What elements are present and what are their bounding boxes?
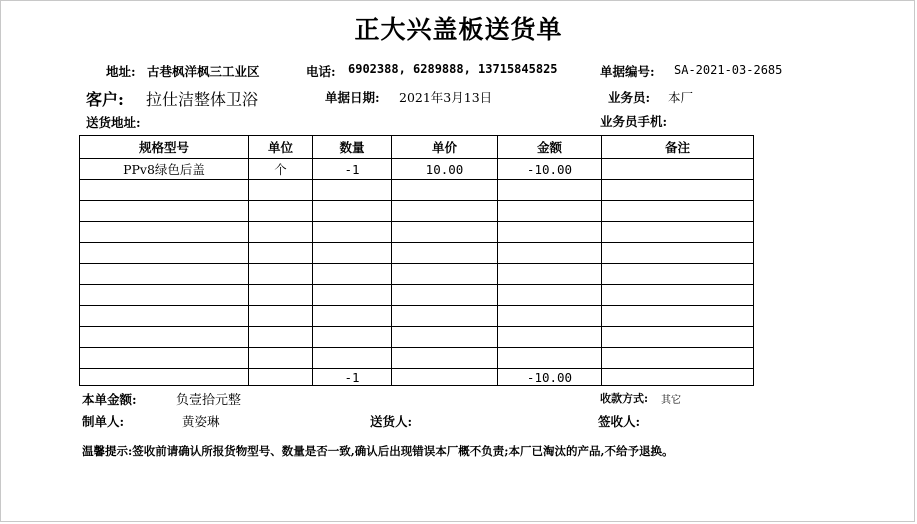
phone-label: 电话:	[306, 64, 336, 79]
table-cell	[392, 264, 498, 285]
table-cell	[602, 264, 754, 285]
table-cell	[313, 348, 392, 369]
items-table	[79, 135, 754, 386]
salesman-value: 本厂	[668, 90, 694, 105]
table-cell	[313, 243, 392, 264]
table-cell	[249, 285, 313, 306]
table-cell	[602, 159, 754, 180]
table-row	[80, 306, 754, 327]
table-row	[80, 243, 754, 264]
table-cell	[498, 327, 602, 348]
table-cell	[80, 285, 249, 306]
amount-value: 负壹拾元整	[176, 393, 242, 408]
table-cell	[249, 222, 313, 243]
table-row	[80, 180, 754, 201]
column-header: 金额	[498, 136, 602, 159]
table-row	[80, 285, 754, 306]
delivery-address-label: 送货地址:	[86, 115, 141, 130]
amount-label: 本单金额:	[82, 392, 137, 407]
column-header: 单价	[392, 136, 498, 159]
table-cell	[602, 222, 754, 243]
column-header: 规格型号	[80, 136, 249, 159]
table-cell	[249, 327, 313, 348]
address-value: 古巷枫洋枫三工业区	[147, 64, 260, 79]
notice-text: 温馨提示:签收前请确认所报货物型号、数量是否一致,确认后出现错误本厂概不负责;本厂已淘汰的产品,不给予退换。	[82, 444, 674, 458]
maker-value: 黄姿琳	[182, 414, 220, 429]
table-cell	[392, 348, 498, 369]
table-cell	[80, 348, 249, 369]
address-label: 地址:	[106, 64, 136, 79]
table-cell	[249, 201, 313, 222]
table-cell	[392, 243, 498, 264]
table-cell	[80, 222, 249, 243]
table-cell	[392, 201, 498, 222]
maker-label: 制单人:	[82, 414, 125, 429]
table-cell	[313, 306, 392, 327]
doc-no-label: 单据编号:	[600, 64, 655, 79]
total-cell: -10.00	[498, 369, 602, 386]
doc-date-label: 单据日期:	[325, 90, 380, 105]
table-cell	[80, 306, 249, 327]
total-cell	[392, 369, 498, 386]
total-cell	[602, 369, 754, 386]
payment-method-label: 收款方式:	[600, 392, 649, 405]
table-row	[80, 222, 754, 243]
column-header: 数量	[313, 136, 392, 159]
payment-method-value: 其它	[661, 395, 681, 406]
table-cell	[602, 243, 754, 264]
phone-value: 6902388, 6289888, 13715845825	[348, 62, 558, 76]
deliverer-label: 送货人:	[370, 414, 413, 429]
table-cell	[313, 327, 392, 348]
table-total-row	[80, 369, 754, 386]
table-cell	[392, 285, 498, 306]
table-cell: 10.00	[392, 159, 498, 180]
table-cell	[498, 306, 602, 327]
table-header-row	[80, 136, 754, 159]
table-cell	[602, 180, 754, 201]
table-row	[80, 264, 754, 285]
doc-date-value: 2021年3月13日	[399, 90, 493, 105]
receiver-label: 签收人:	[598, 414, 641, 429]
total-cell	[80, 369, 249, 386]
table-cell	[498, 222, 602, 243]
table-cell	[80, 243, 249, 264]
table-cell	[392, 222, 498, 243]
table-cell	[602, 327, 754, 348]
table-cell	[498, 201, 602, 222]
table-cell: PPv8绿色后盖	[80, 159, 249, 180]
table-row	[80, 348, 754, 369]
salesman-label: 业务员:	[608, 90, 651, 105]
table-cell	[602, 201, 754, 222]
table-cell	[392, 306, 498, 327]
table-cell: -10.00	[498, 159, 602, 180]
table-row	[80, 159, 754, 180]
table-row	[80, 201, 754, 222]
table-cell	[392, 327, 498, 348]
table-cell	[313, 201, 392, 222]
table-cell	[249, 306, 313, 327]
page-title: 正大兴盖板送货单	[354, 15, 563, 44]
table-cell	[498, 243, 602, 264]
table-cell	[80, 327, 249, 348]
table-cell	[313, 222, 392, 243]
table-cell	[313, 285, 392, 306]
table-cell	[498, 348, 602, 369]
total-cell	[249, 369, 313, 386]
table-cell	[392, 180, 498, 201]
table-cell: -1	[313, 159, 392, 180]
column-header: 单位	[249, 136, 313, 159]
doc-no-value: SA-2021-03-2685	[674, 63, 783, 77]
table-cell	[602, 285, 754, 306]
column-header: 备注	[602, 136, 754, 159]
table-cell: 个	[249, 159, 313, 180]
salesman-phone-label: 业务员手机:	[600, 114, 668, 129]
customer-value: 拉仕洁整体卫浴	[146, 90, 258, 109]
table-cell	[80, 180, 249, 201]
table-row	[80, 327, 754, 348]
table-cell	[249, 180, 313, 201]
table-cell	[313, 264, 392, 285]
total-cell: -1	[313, 369, 392, 386]
table-cell	[80, 201, 249, 222]
table-cell	[498, 180, 602, 201]
table-cell	[602, 348, 754, 369]
table-cell	[249, 243, 313, 264]
table-cell	[498, 285, 602, 306]
table-cell	[498, 264, 602, 285]
table-cell	[602, 306, 754, 327]
table-cell	[249, 264, 313, 285]
table-cell	[249, 348, 313, 369]
table-cell	[313, 180, 392, 201]
customer-label: 客户:	[86, 90, 124, 109]
table-cell	[80, 264, 249, 285]
